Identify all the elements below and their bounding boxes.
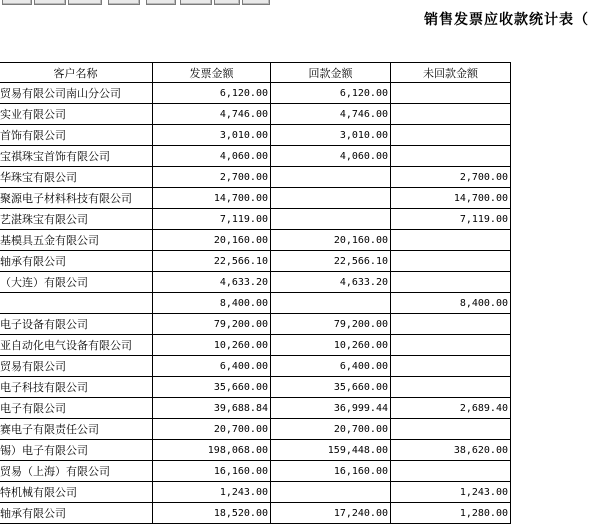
table-row [0, 398, 511, 419]
customer-cell: 聚源电子材料科技有限公司 [0, 188, 153, 209]
invoice-cell: 4,060.00 [153, 146, 271, 167]
invoice-cell: 4,746.00 [153, 104, 271, 125]
invoice-cell: 7,119.00 [153, 209, 271, 230]
received-cell: 6,400.00 [271, 356, 391, 377]
header-outstanding: 未回款金额 [391, 63, 511, 83]
toolbar-button[interactable] [108, 0, 140, 5]
table-row [0, 461, 511, 482]
received-cell: 20,160.00 [271, 230, 391, 251]
header-row [0, 63, 511, 83]
invoice-cell: 8,400.00 [153, 293, 271, 314]
outstanding-cell [391, 377, 511, 398]
outstanding-cell [391, 356, 511, 377]
received-cell [271, 482, 391, 503]
customer-cell: （大连）有限公司 [0, 272, 153, 293]
outstanding-cell: 2,689.40 [391, 398, 511, 419]
invoice-cell: 2,700.00 [153, 167, 271, 188]
outstanding-cell: 7,119.00 [391, 209, 511, 230]
outstanding-cell: 38,620.00 [391, 440, 511, 461]
table-row [0, 503, 511, 524]
outstanding-cell: 1,243.00 [391, 482, 511, 503]
customer-cell: 首饰有限公司 [0, 125, 153, 146]
invoice-cell: 20,700.00 [153, 419, 271, 440]
invoice-cell: 1,243.00 [153, 482, 271, 503]
received-cell: 159,448.00 [271, 440, 391, 461]
customer-cell: 贸易（上海）有限公司 [0, 461, 153, 482]
header-invoice: 发票金额 [153, 63, 271, 83]
table-row [0, 83, 511, 104]
invoice-cell: 14,700.00 [153, 188, 271, 209]
toolbar-button[interactable] [180, 0, 212, 5]
toolbar-button[interactable] [34, 0, 66, 5]
toolbar-button[interactable] [2, 0, 32, 5]
toolbar-button[interactable] [214, 0, 240, 5]
received-cell: 4,746.00 [271, 104, 391, 125]
table-row [0, 104, 511, 125]
customer-cell: 轴承有限公司 [0, 251, 153, 272]
outstanding-cell [391, 314, 511, 335]
invoice-cell: 10,260.00 [153, 335, 271, 356]
invoice-cell: 39,688.84 [153, 398, 271, 419]
invoice-cell: 6,400.00 [153, 356, 271, 377]
received-cell: 36,999.44 [271, 398, 391, 419]
toolbar-button[interactable] [68, 0, 102, 5]
outstanding-cell: 1,280.00 [391, 503, 511, 524]
table-row [0, 335, 511, 356]
customer-cell: 贸易有限公司 [0, 356, 153, 377]
table-row [0, 125, 511, 146]
customer-cell: 赛电子有限责任公司 [0, 419, 153, 440]
toolbar-button[interactable] [242, 0, 270, 5]
table-row [0, 272, 511, 293]
table-row [0, 377, 511, 398]
received-cell: 79,200.00 [271, 314, 391, 335]
received-cell: 4,060.00 [271, 146, 391, 167]
outstanding-cell [391, 251, 511, 272]
invoice-cell: 4,633.20 [153, 272, 271, 293]
customer-cell: 电子有限公司 [0, 398, 153, 419]
customer-cell: 宝祺珠宝首饰有限公司 [0, 146, 153, 167]
invoice-cell: 35,660.00 [153, 377, 271, 398]
outstanding-cell [391, 461, 511, 482]
outstanding-cell [391, 104, 511, 125]
table-row [0, 440, 511, 461]
invoice-cell: 3,010.00 [153, 125, 271, 146]
outstanding-cell [391, 83, 511, 104]
table-row [0, 251, 511, 272]
customer-cell: 特机械有限公司 [0, 482, 153, 503]
outstanding-cell: 2,700.00 [391, 167, 511, 188]
customer-cell: 艺湛珠宝有限公司 [0, 209, 153, 230]
received-cell: 4,633.20 [271, 272, 391, 293]
outstanding-cell: 14,700.00 [391, 188, 511, 209]
invoice-cell: 18,520.00 [153, 503, 271, 524]
received-cell: 16,160.00 [271, 461, 391, 482]
toolbar [0, 0, 608, 6]
customer-cell: 华珠宝有限公司 [0, 167, 153, 188]
received-cell: 3,010.00 [271, 125, 391, 146]
customer-cell: 电子科技有限公司 [0, 377, 153, 398]
table-row [0, 314, 511, 335]
received-cell: 22,566.10 [271, 251, 391, 272]
customer-cell: 锡）电子有限公司 [0, 440, 153, 461]
outstanding-cell [391, 146, 511, 167]
table-row [0, 146, 511, 167]
receivables-table [0, 62, 511, 524]
received-cell: 35,660.00 [271, 377, 391, 398]
outstanding-cell: 8,400.00 [391, 293, 511, 314]
received-cell: 10,260.00 [271, 335, 391, 356]
table-row [0, 356, 511, 377]
invoice-cell: 6,120.00 [153, 83, 271, 104]
table-row [0, 419, 511, 440]
received-cell [271, 293, 391, 314]
customer-cell: 亚自动化电气设备有限公司 [0, 335, 153, 356]
invoice-cell: 20,160.00 [153, 230, 271, 251]
received-cell: 6,120.00 [271, 83, 391, 104]
outstanding-cell [391, 125, 511, 146]
customer-cell: 基模具五金有限公司 [0, 230, 153, 251]
customer-cell: 电子设备有限公司 [0, 314, 153, 335]
received-cell [271, 209, 391, 230]
table-row [0, 230, 511, 251]
customer-cell: 实业有限公司 [0, 104, 153, 125]
outstanding-cell [391, 272, 511, 293]
received-cell: 20,700.00 [271, 419, 391, 440]
customer-cell: 贸易有限公司南山分公司 [0, 83, 153, 104]
received-cell: 17,240.00 [271, 503, 391, 524]
invoice-cell: 22,566.10 [153, 251, 271, 272]
customer-cell: 轴承有限公司 [0, 503, 153, 524]
report-title: 销售发票应收款统计表（ [424, 12, 589, 28]
invoice-cell: 198,068.00 [153, 440, 271, 461]
toolbar-button[interactable] [146, 0, 176, 5]
table-row [0, 293, 511, 314]
received-cell [271, 167, 391, 188]
received-cell [271, 188, 391, 209]
table-row [0, 482, 511, 503]
header-customer: 客户名称 [0, 63, 153, 83]
outstanding-cell [391, 419, 511, 440]
table-row [0, 209, 511, 230]
table-row [0, 167, 511, 188]
header-received: 回款金额 [271, 63, 391, 83]
outstanding-cell [391, 230, 511, 251]
table-row [0, 188, 511, 209]
invoice-cell: 79,200.00 [153, 314, 271, 335]
invoice-cell: 16,160.00 [153, 461, 271, 482]
outstanding-cell [391, 335, 511, 356]
customer-cell [0, 293, 153, 314]
